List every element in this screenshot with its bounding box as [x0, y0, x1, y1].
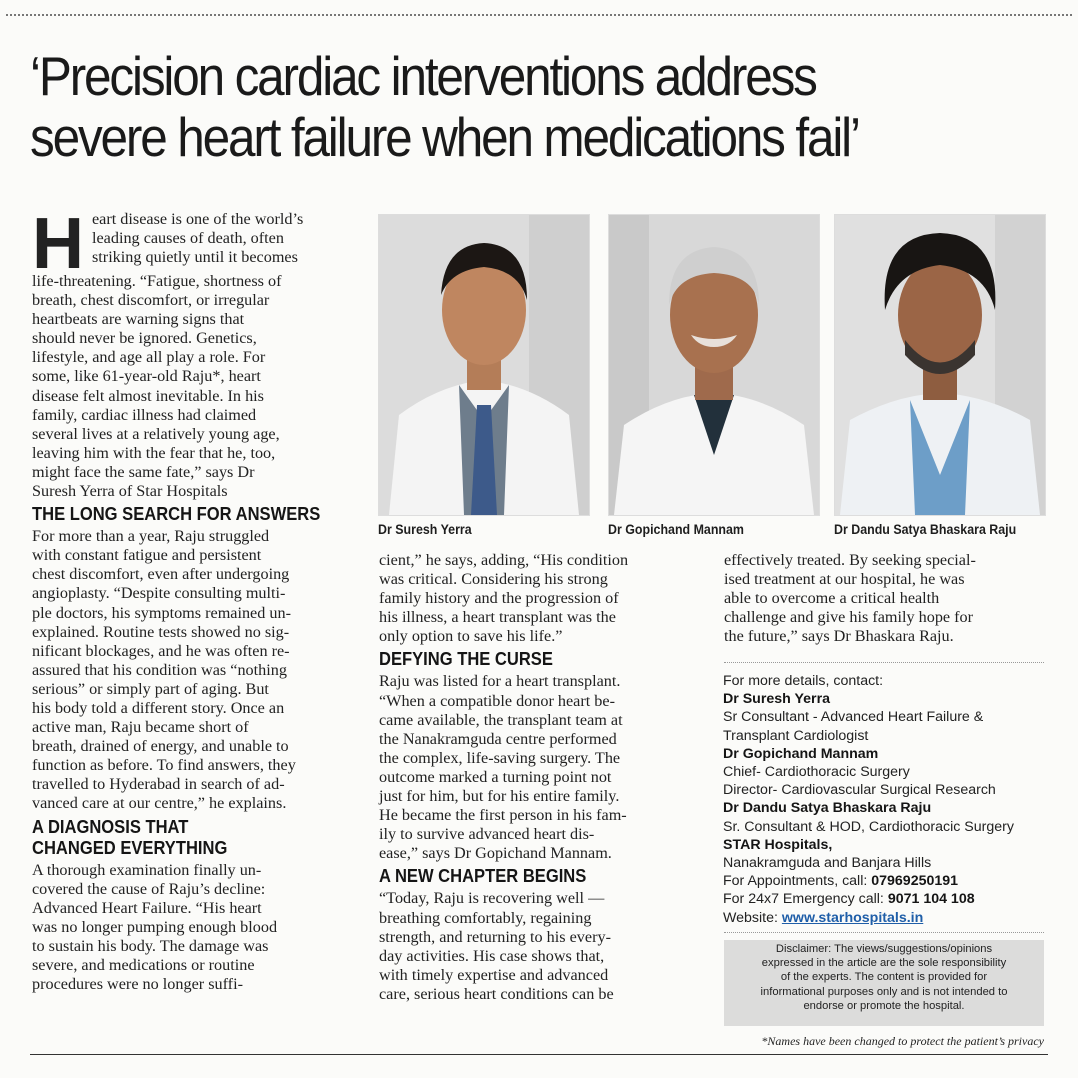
bottom-rule: [30, 1054, 1048, 1055]
text-line: Advanced Heart Failure. “His heart: [32, 898, 262, 917]
text-line: the future,” says Dr Bhaskara Raju.: [724, 627, 954, 646]
top-dotted-rule: [6, 14, 1072, 16]
subheading-line: A DIAGNOSIS THAT: [32, 816, 189, 837]
text-line: just for him, but for his entire family.: [379, 787, 620, 806]
drop-cap: H: [32, 204, 84, 284]
text-line: function as before. To find answers, they: [32, 756, 296, 775]
text-line: For more than a year, Raju struggled: [32, 527, 270, 546]
text-line: striking quietly until it becomes: [92, 248, 298, 267]
text-line: the complex, life-saving surgery. The: [379, 748, 621, 767]
text-line: to sustain his body. The damage was: [32, 936, 269, 955]
text-line: with constant fatigue and persistent: [32, 546, 262, 565]
disclaimer-line: endorse or promote the hospital.: [803, 999, 965, 1012]
text-line: effectively treated. By seeking special-: [724, 551, 976, 569]
text-line: leading causes of death, often: [92, 229, 284, 248]
text-line: care, serious heart conditions can be: [379, 984, 614, 1003]
section-long-search: [32, 527, 362, 813]
text-line: procedures were no longer suffi-: [32, 975, 243, 994]
text-line: some, like 61-year-old Raju*, heart: [32, 367, 261, 386]
text-line: life-threatening. “Fatigue, shortness of: [32, 272, 282, 290]
disclaimer-line: of the experts. The content is provided for: [780, 971, 988, 984]
text-line: cient,” he says, adding, “His condition: [379, 551, 629, 569]
text-line: ised treatment at our hospital, he was: [724, 570, 965, 589]
text-line: active man, Raju became short of: [32, 718, 249, 737]
subheading-new-chapter: A NEW CHAPTER BEGINS: [379, 866, 587, 887]
headline-line-1: ‘Precision cardiac interventions address: [30, 45, 816, 107]
photo-gopichand-mannam: [608, 214, 820, 516]
website-label: Website:: [723, 909, 782, 926]
contact-block: [723, 672, 1063, 927]
continued-paragraph: [379, 551, 709, 646]
emergency-label: For 24x7 Emergency call:: [723, 891, 888, 908]
disclaimer-line: Disclaimer: The views/suggestions/opinions: [775, 943, 993, 955]
website-link[interactable]: www.starhospitals.in: [781, 909, 924, 926]
text-line: “Today, Raju is recovering well —: [379, 889, 605, 908]
hospital-name: STAR Hospitals,: [723, 836, 833, 853]
contact-role: Director- Cardiovascular Surgical Research: [723, 782, 996, 799]
disclaimer-line: expressed in the article are the sole responsibility: [761, 957, 1007, 970]
text-line: family, cardiac illness had claimed: [32, 405, 257, 424]
text-line: leaving him with the fear that he, too,: [32, 443, 276, 462]
subheading-defying-curse: DEFYING THE CURSE: [379, 649, 553, 670]
text-line: heartbeats are warning signs that: [32, 310, 245, 329]
contact-name-gopichand: Dr Gopichand Mannam: [723, 745, 879, 762]
contact-divider: [724, 662, 1044, 663]
contact-name-suresh: Dr Suresh Yerra: [723, 691, 830, 708]
text-line: several lives at a relatively young age,: [32, 424, 280, 443]
text-line: with timely expertise and advanced: [379, 965, 609, 984]
text-line: A thorough examination finally un-: [32, 860, 262, 879]
text-line: his illness, a heart transplant was the: [379, 608, 616, 627]
text-line: his body told a different story. Once an: [32, 698, 285, 717]
text-line: serious” or simply part of aging. But: [32, 679, 269, 698]
text-line: strength, and returning to his every-: [379, 927, 611, 946]
text-line: “When a compatible donor heart be-: [379, 691, 615, 710]
subheading-diagnosis: [32, 817, 336, 859]
text-line: Suresh Yerra of Star Hospitals: [32, 482, 228, 501]
text-line: eart disease is one of the world’s: [92, 210, 304, 228]
text-line: chest discomfort, even after undergoing: [32, 565, 290, 584]
text-line: ily to survive advanced heart dis-: [379, 825, 595, 844]
text-line: assured that his condition was “nothing: [32, 660, 287, 679]
text-line: covered the cause of Raju’s decline:: [32, 879, 266, 898]
text-line: was no longer pumping enough blood: [32, 917, 278, 936]
text-line: breath, drained of energy, and unable to: [32, 737, 289, 756]
emergency-phone[interactable]: 9071 104 108: [887, 891, 975, 908]
text-line: family history and the progression of: [379, 589, 619, 608]
text-line: only option to save his life.”: [379, 627, 563, 646]
disclaimer-line: informational purposes only and is not intended to: [760, 985, 1008, 998]
text-line: disease felt almost inevitable. In his: [32, 386, 264, 405]
headline-line-2: severe heart failure when medications fail’: [30, 106, 859, 168]
text-line: challenge and give his family hope for: [724, 608, 974, 627]
disclaimer-box: [724, 940, 1044, 1026]
contact-intro: For more details, contact:: [723, 673, 884, 689]
appointment-phone[interactable]: 07969250191: [871, 873, 959, 890]
caption-gopichand-mannam: Dr Gopichand Mannam: [608, 522, 744, 537]
intro-paragraph: [32, 204, 362, 501]
text-line: travelled to Hyderabad in search of ad-: [32, 775, 285, 794]
text-line: breath, chest discomfort, or irregular: [32, 291, 270, 310]
text-line: vanced care at our centre,” he explains.: [32, 794, 287, 813]
appointment-line: [723, 872, 1063, 890]
contact-name-bhaskara: Dr Dandu Satya Bhaskara Raju: [723, 800, 932, 817]
subheading-long-search: THE LONG SEARCH FOR ANSWERS: [32, 504, 321, 525]
text-line: angioplasty. “Despite consulting multi-: [32, 584, 286, 603]
text-line: explained. Routine tests showed no sig-: [32, 622, 290, 641]
text-line: outcome marked a turning point not: [379, 767, 612, 786]
section-defying-curse: [379, 672, 709, 863]
text-line: He became the first person in his fam-: [379, 806, 627, 825]
hospital-locations: Nanakramguda and Banjara Hills: [723, 855, 932, 872]
text-line: severe, and medications or routine: [32, 956, 255, 974]
contact-role: Sr. Consultant & HOD, Cardiothoracic Surgery: [723, 818, 1014, 835]
text-line: should never be ignored. Genetics,: [32, 329, 257, 348]
privacy-footnote: *Names have been changed to protect the patient’s privacy: [761, 1034, 1044, 1048]
contact-role: Chief- Cardiothoracic Surgery: [723, 764, 910, 781]
section-diagnosis: [32, 861, 362, 995]
headline: [30, 46, 957, 168]
photo-bhaskara-raju: [834, 214, 1046, 516]
subheading-line: CHANGED EVERYTHING: [32, 837, 228, 858]
text-line: able to overcome a critical health: [724, 589, 940, 608]
section-new-chapter: [379, 889, 709, 1004]
text-line: lifestyle, and age all play a role. For: [32, 348, 266, 367]
text-line: nificant blockages, and he was often re-: [32, 641, 290, 660]
emergency-line: [723, 890, 1063, 908]
caption-bhaskara-raju: Dr Dandu Satya Bhaskara Raju: [834, 522, 1017, 537]
article-column-3: [724, 551, 1054, 646]
appointment-label: For Appointments, call:: [723, 873, 872, 890]
text-line: day activities. His case shows that,: [379, 946, 605, 965]
contact-role: Transplant Cardiologist: [723, 727, 869, 744]
caption-suresh-yerra: Dr Suresh Yerra: [378, 522, 472, 537]
text-line: came available, the transplant team at: [379, 710, 623, 729]
closing-paragraph: [724, 551, 1054, 646]
text-line: might face the same fate,” says Dr: [32, 462, 255, 481]
photo-suresh-yerra: [378, 214, 590, 516]
disclaimer-divider: [724, 932, 1044, 933]
website-line: [723, 909, 1063, 927]
article-column-2: [379, 551, 709, 1004]
article-column-1: [32, 204, 362, 994]
text-line: breathing comfortably, regaining: [379, 908, 592, 927]
text-line: Raju was listed for a heart transplant.: [379, 672, 621, 691]
text-line: ple doctors, his symptoms remained un-: [32, 603, 291, 622]
text-line: the Nanakramguda centre performed: [379, 729, 617, 748]
text-line: was critical. Considering his strong: [379, 570, 608, 589]
text-line: ease,” says Dr Gopichand Mannam.: [379, 844, 612, 863]
contact-role: Sr Consultant - Advanced Heart Failure &: [723, 709, 984, 726]
